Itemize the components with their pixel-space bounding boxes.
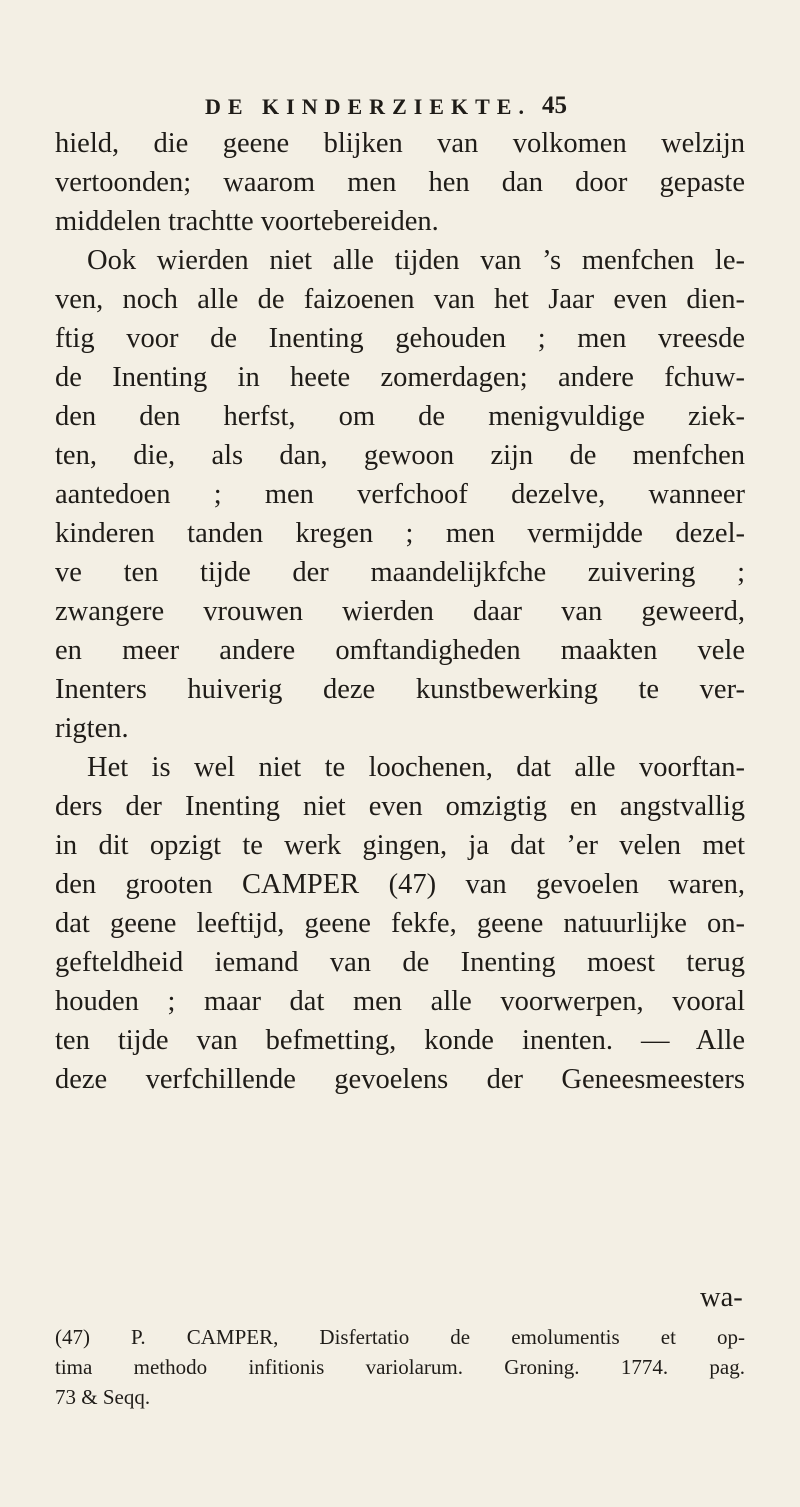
text-line: rigten. xyxy=(55,713,129,744)
footnote xyxy=(55,1322,745,1412)
body-text xyxy=(55,124,745,1099)
text-line: de Inenting in heete zomerdagen; andere fchuw- xyxy=(55,362,745,393)
text-line: Inenters huiverig deze kunstbewerking te ver- xyxy=(55,674,745,705)
text-line: en meer andere omftandigheden maakten vele xyxy=(55,635,745,666)
text-line: in dit opzigt te werk gingen, ja dat ’er velen met xyxy=(55,830,745,861)
footnote-line: tima methodo infitionis variolarum. Groning. 1774. pag. xyxy=(55,1355,745,1379)
text-line: ven, noch alle de faizoenen van het Jaar even dien- xyxy=(55,284,745,315)
text-line: deze verfchillende gevoelens der Geneesmeesters xyxy=(55,1064,745,1095)
page-number: 45 xyxy=(542,92,567,119)
text-line: gefteldheid iemand van de Inenting moest terug xyxy=(55,947,745,978)
text-line: houden ; maar dat men alle voorwerpen, vooral xyxy=(55,986,745,1017)
paragraph-first-line: Het is wel niet te loochenen, dat alle voorftan- xyxy=(87,752,745,783)
text-line: den den herfst, om de menigvuldige ziek- xyxy=(55,401,745,432)
text-line: ten, die, als dan, gewoon zijn de menfchen xyxy=(55,440,745,471)
text-line: ftig voor de Inenting gehouden ; men vreesde xyxy=(55,323,745,354)
paragraph-first-line: Ook wierden niet alle tijden van ’s menfchen le- xyxy=(87,245,745,276)
catchword: wa- xyxy=(700,1282,743,1313)
running-head xyxy=(205,94,570,120)
footnote-line: 73 & Seqq. xyxy=(55,1385,151,1409)
text-line: kinderen tanden kregen ; men vermijdde dezel- xyxy=(55,518,745,549)
text-line: vertoonden; waarom men hen dan door gepaste xyxy=(55,167,745,198)
text-line: middelen trachtte voortebereiden. xyxy=(55,206,439,237)
text-line: zwangere vrouwen wierden daar van geweerd, xyxy=(55,596,745,627)
text-line: aantedoen ; men verfchoof dezelve, wanneer xyxy=(55,479,745,510)
text-line: dat geene leeftijd, geene fekfe, geene natuurlijke on- xyxy=(55,908,745,939)
text-line: ten tijde van befmetting, konde inenten. — Alle xyxy=(55,1025,745,1056)
text-line: hield, die geene blijken van volkomen welzijn xyxy=(55,128,745,159)
footnote-line: (47) P. CAMPER, Disfertatio de emolumentis et op- xyxy=(55,1325,745,1349)
text-line: ders der Inenting niet even omzigtig en angstvallig xyxy=(55,791,745,822)
text-line: den grooten CAMPER (47) van gevoelen waren, xyxy=(55,869,745,900)
text-line: ve ten tijde der maandelijkfche zuivering ; xyxy=(55,557,745,588)
running-head-text: DE KINDERZIEKTE. xyxy=(205,94,531,119)
